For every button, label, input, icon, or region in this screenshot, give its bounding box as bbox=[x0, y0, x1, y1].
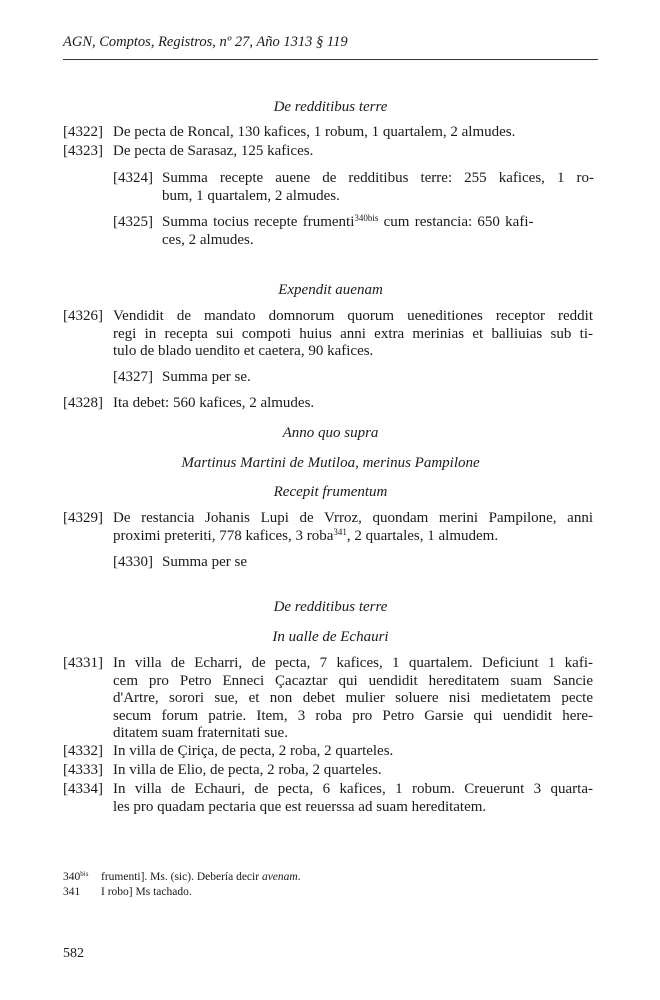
header-rule bbox=[63, 59, 598, 60]
entry-number: [4326] bbox=[63, 308, 103, 324]
entry-number: [4330] bbox=[113, 554, 153, 570]
entry-text: proximi preteriti, 778 kafices, 3 roba bbox=[113, 527, 334, 544]
entry-text: Summa tocius recepte frumenti bbox=[162, 214, 355, 230]
entry-number: [4333] bbox=[63, 762, 103, 778]
section-heading: Anno quo supra bbox=[282, 425, 379, 441]
footnote-text: I robo] Ms tachado. bbox=[101, 886, 192, 898]
entry-line: Vendidit de mandato domnorum quorum ueneditiones receptor reddit bbox=[113, 308, 593, 324]
entry-line: De pecta de Roncal, 130 kafices, 1 robum, 1 quartalem, 2 almudes. bbox=[113, 124, 516, 140]
entry-text: , 2 quartales, 1 almudem. bbox=[346, 527, 499, 544]
page-number: 582 bbox=[63, 946, 84, 961]
entry-line: ditatem suam fraternitati sue. bbox=[113, 725, 288, 741]
footnote-number bbox=[63, 870, 88, 884]
entry-number: [4329] bbox=[63, 510, 103, 526]
entry-line: In villa de Echauri, de pecta, 6 kafices, 1 robum. Creuerunt 3 quarta- bbox=[113, 781, 593, 797]
entry-line: cem pro Petro Enneci Çacaztar qui uendidit hereditatem suam Sancie bbox=[113, 672, 593, 689]
entry-number: [4331] bbox=[63, 655, 103, 671]
entry-line: Summa per se. bbox=[162, 369, 251, 385]
entry-line: In villa de Çiriça, de pecta, 2 roba, 2 quarteles. bbox=[113, 743, 394, 759]
entry-number: [4332] bbox=[63, 743, 103, 759]
section-heading: Martinus Martini de Mutiloa, merinus Pampilone bbox=[181, 455, 480, 471]
footnote-ref[interactable]: 341 bbox=[333, 526, 347, 537]
footnote-text-part: . bbox=[297, 871, 301, 883]
entry-line: regi in recepta sui compoti huius anni extra merinias et balliuias sub ti- bbox=[113, 325, 593, 342]
entry-line: In villa de Elio, de pecta, 2 roba, 2 quarteles. bbox=[113, 762, 382, 778]
footnote-number-sup: bis bbox=[80, 870, 89, 878]
section-heading: In ualle de Echauri bbox=[272, 629, 389, 645]
running-head: AGN, Comptos, Registros, nº 27, Año 1313 § 119 bbox=[63, 34, 348, 50]
section-heading: Expendit auenam bbox=[278, 282, 383, 298]
entry-line: Summa recepte auene de redditibus terre: 255 kafices, 1 ro- bbox=[162, 170, 594, 186]
entry-text: cum restancia: 650 kafi- bbox=[378, 214, 534, 230]
entry-line: De restancia Johanis Lupi de Vrroz, quondam merini Pampilone, anni bbox=[113, 510, 593, 526]
entry-number: [4328] bbox=[63, 395, 103, 411]
footnote-emphasis: avenam bbox=[261, 871, 298, 883]
footnote-text bbox=[101, 870, 301, 884]
section-heading: Recepit frumentum bbox=[273, 484, 388, 500]
entry-line: d'Artre, sorori sue, et non debet mulier soluere nisi medietatem pecte bbox=[113, 690, 593, 706]
entry-line: Ita debet: 560 kafices, 2 almudes. bbox=[113, 395, 315, 411]
footnote-ref[interactable]: 340bis bbox=[354, 213, 379, 223]
entry-line bbox=[162, 214, 594, 232]
entry-number: [4327] bbox=[113, 369, 153, 385]
entry-number: [4322] bbox=[63, 124, 103, 140]
entry-line: secum forum patrie. Item, 3 roba pro Petro Garsie qui uendidit here- bbox=[113, 707, 593, 724]
entry-number: [4324] bbox=[113, 170, 153, 186]
entry-line: De pecta de Sarasaz, 125 kafices. bbox=[113, 143, 314, 159]
entry-line: bum, 1 quartalem, 2 almudes. bbox=[162, 187, 340, 204]
footnote-number-text: 340 bbox=[63, 871, 81, 883]
entry-line bbox=[113, 528, 593, 546]
section-heading: De redditibus terre bbox=[273, 599, 388, 615]
entry-line: Summa per se bbox=[162, 554, 247, 570]
entry-line: In villa de Echarri, de pecta, 7 kafices, 1 quartalem. Deficiunt 1 kafi- bbox=[113, 655, 593, 671]
entry-line: ces, 2 almudes. bbox=[162, 231, 254, 248]
entry-number: [4325] bbox=[113, 214, 153, 230]
entry-line: tulo de blado uendito et caetera, 90 kafices. bbox=[113, 343, 374, 359]
entry-number: [4334] bbox=[63, 781, 103, 797]
entry-number: [4323] bbox=[63, 143, 103, 159]
section-heading: De redditibus terre bbox=[273, 99, 388, 115]
entry-line: les pro quadam pectaria que est reuerssa ad suam hereditatem. bbox=[113, 798, 487, 815]
footnote-text-part: frumenti]. Ms. (sic). Debería decir bbox=[101, 871, 262, 883]
footnote-number: 341 bbox=[63, 886, 81, 898]
